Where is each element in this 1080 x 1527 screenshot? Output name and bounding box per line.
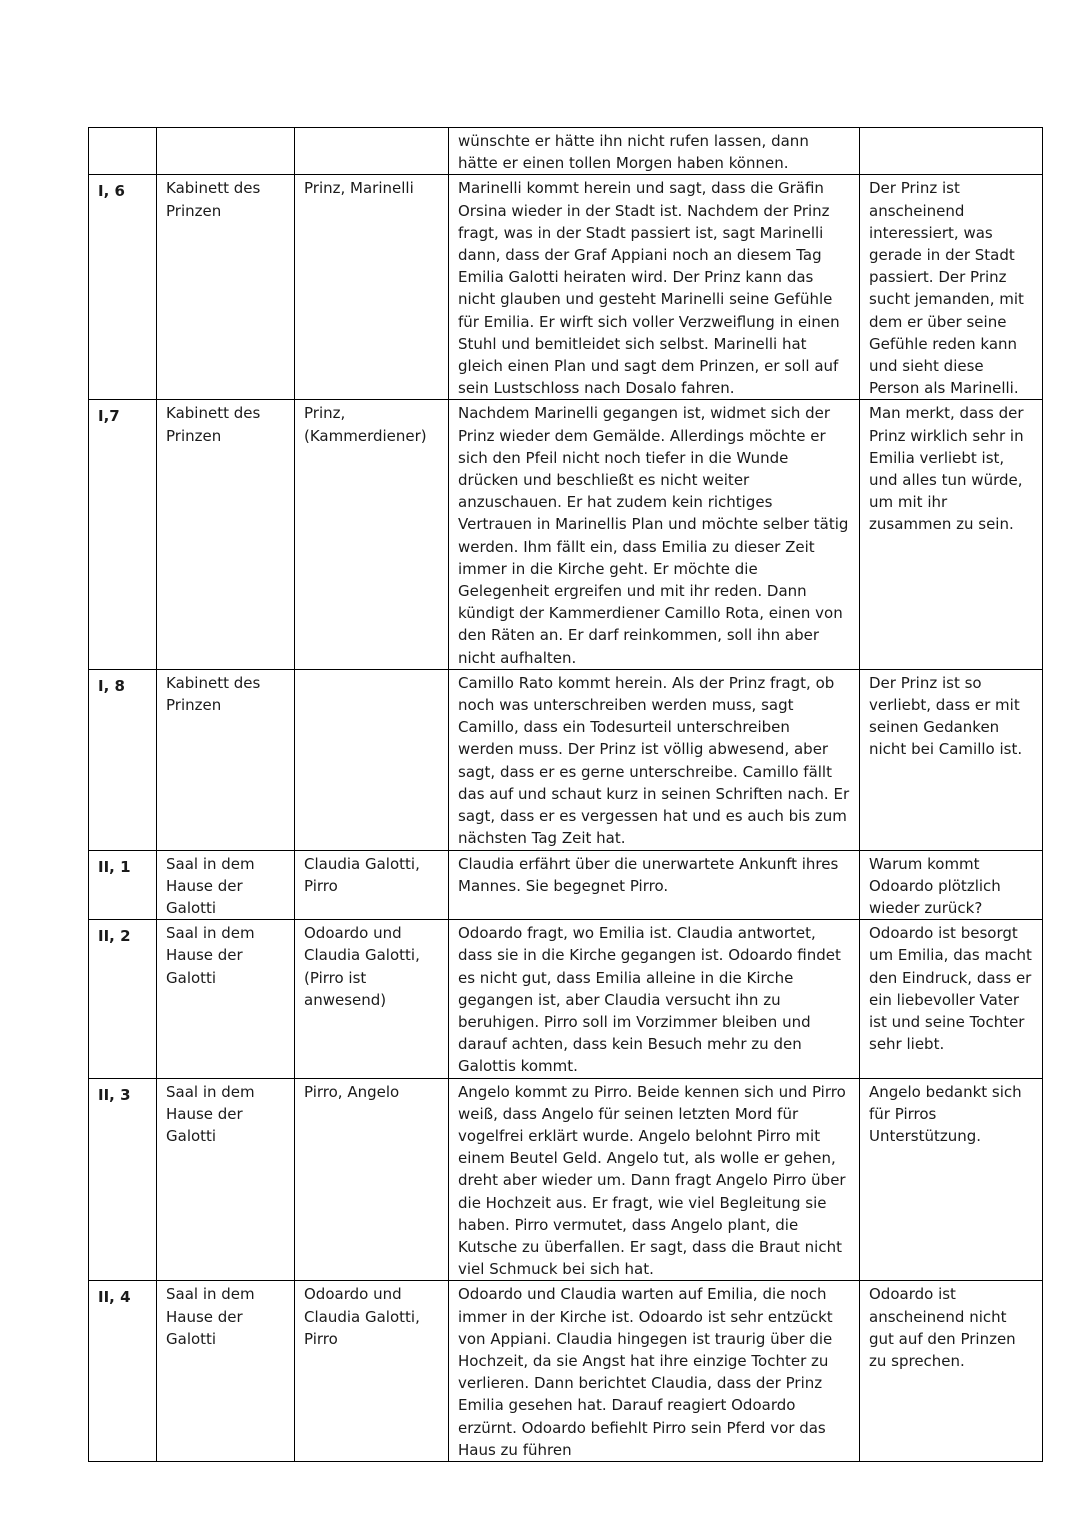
- comment-cell: Der Prinz ist anscheinend interessiert, was gerade in der Stadt passiert. Der Prinz sucht jemanden, mit dem er über seine Gefühle reden kann und sieht diese Person als Marinelli.: [860, 175, 1043, 400]
- content-cell: Odoardo und Claudia warten auf Emilia, die noch immer in der Kirche ist. Odoardo ist sehr entzückt von Appiani. Claudia hingegen ist traurig über die Hochzeit, da sie Angst hat ihre einzige Tochter zu verlieren. Dann berichtet Claudia, dass der Prinz Emilia gesehen hat. Darauf reagiert Odoardo erzürnt. Odoardo befiehlt Pirro sein Pferd vor das Haus zu führen: [449, 1281, 860, 1462]
- persons-cell: Pirro, Angelo: [295, 1078, 449, 1281]
- persons-cell: Claudia Galotti, Pirro: [295, 850, 449, 920]
- table-row: [89, 920, 1043, 1078]
- table-row: [89, 1281, 1043, 1462]
- comment-cell: Odoardo ist besorgt um Emilia, das macht den Eindruck, dass er ein liebevoller Vater ist und seine Tochter sehr liebt.: [860, 920, 1043, 1078]
- comment-cell: Man merkt, dass der Prinz wirklich sehr in Emilia verliebt ist, und alles tun würde, um mit ihr zusammen zu sein.: [860, 400, 1043, 669]
- scene-cell: [89, 128, 157, 175]
- place-cell: Kabinett des Prinzen: [157, 400, 295, 669]
- table-row: [89, 1078, 1043, 1281]
- scene-table: [88, 127, 1043, 1462]
- comment-cell: Angelo bedankt sich für Pirros Unterstützung.: [860, 1078, 1043, 1281]
- scene-cell: II, 2: [89, 920, 157, 1078]
- comment-cell: Der Prinz ist so verliebt, dass er mit seinen Gedanken nicht bei Camillo ist.: [860, 669, 1043, 850]
- content-cell: Claudia erfährt über die unerwartete Ankunft ihres Mannes. Sie begegnet Pirro.: [449, 850, 860, 920]
- scene-cell: II, 4: [89, 1281, 157, 1462]
- table-row: [89, 669, 1043, 850]
- scene-cell: II, 1: [89, 850, 157, 920]
- persons-cell: [295, 669, 449, 850]
- content-cell: Odoardo fragt, wo Emilia ist. Claudia antwortet, dass sie in die Kirche gegangen ist. Odoardo findet es nicht gut, dass Emilia alleine in die Kirche gegangen ist, aber Claudia versucht ihn zu beruhigen. Pirro soll im Vorzimmer bleiben und darauf achten, dass kein Besuch mehr zu den Galottis kommt.: [449, 920, 860, 1078]
- persons-cell: Odoardo und Claudia Galotti, Pirro: [295, 1281, 449, 1462]
- place-cell: Saal in dem Hause der Galotti: [157, 1078, 295, 1281]
- persons-cell: [295, 128, 449, 175]
- scene-cell: II, 3: [89, 1078, 157, 1281]
- scene-cell: I, 8: [89, 669, 157, 850]
- table-row: [89, 175, 1043, 400]
- place-cell: Saal in dem Hause der Galotti: [157, 1281, 295, 1462]
- content-cell: Nachdem Marinelli gegangen ist, widmet sich der Prinz wieder dem Gemälde. Allerdings möchte er sich den Pfeil nicht noch tiefer in die Wunde drücken und beschließt es nicht weiter anzuschauen. Er hat zudem kein richtiges Vertrauen in Marinellis Plan und möchte selber tätig werden. Ihm fällt ein, dass Emilia zu dieser Zeit immer in die Kirche geht. Er möchte die Gelegenheit ergreifen und mit ihr reden. Dann kündigt der Kammerdiener Camillo Rota, einen von den Räten an. Er darf reinkommen, soll ihn aber nicht aufhalten.: [449, 400, 860, 669]
- content-cell: Camillo Rato kommt herein. Als der Prinz fragt, ob noch was unterschreiben werden muss, sagt Camillo, dass ein Todesurteil unterschreiben werden muss. Der Prinz ist völlig abwesend, aber sagt, dass er es gerne unterschreibe. Camillo fällt das auf und schaut kurz in seinen Schriften nach. Er sagt, dass er es vergessen hat und es auch bis zum nächsten Tag Zeit hat.: [449, 669, 860, 850]
- scene-cell: I,7: [89, 400, 157, 669]
- place-cell: Saal in dem Hause der Galotti: [157, 850, 295, 920]
- document-page: [88, 127, 1042, 1462]
- content-cell: Marinelli kommt herein und sagt, dass die Gräfin Orsina wieder in der Stadt ist. Nachdem der Prinz fragt, was in der Stadt passiert ist, sagt Marinelli dann, dass der Graf Appiani noch an diesem Tag Emilia Galotti heiraten wird. Der Prinz kann das nicht glauben und gesteht Marinelli seine Gefühle für Emilia. Er wirft sich voller Verzweiflung in einen Stuhl und bemitleidet sich selbst. Marinelli hat gleich einen Plan und sagt dem Prinzen, er soll auf sein Lustschloss nach Dosalo fahren.: [449, 175, 860, 400]
- content-cell: wünschte er hätte ihn nicht rufen lassen, dann hätte er einen tollen Morgen haben können.: [449, 128, 860, 175]
- table-row: [89, 128, 1043, 175]
- persons-cell: Prinz, Marinelli: [295, 175, 449, 400]
- persons-cell: Prinz, (Kammerdiener): [295, 400, 449, 669]
- place-cell: Kabinett des Prinzen: [157, 175, 295, 400]
- comment-cell: Warum kommt Odoardo plötzlich wieder zurück?: [860, 850, 1043, 920]
- scene-cell: I, 6: [89, 175, 157, 400]
- place-cell: Saal in dem Hause der Galotti: [157, 920, 295, 1078]
- content-cell: Angelo kommt zu Pirro. Beide kennen sich und Pirro weiß, dass Angelo für seinen letzten Mord für vogelfrei erklärt wurde. Angelo belohnt Pirro mit einem Beutel Geld. Angelo tut, als wolle er gehen, dreht aber wieder um. Dann fragt Angelo Pirro über die Hochzeit aus. Er fragt, wie viel Begleitung sie haben. Pirro vermutet, dass Angelo plant, die Kutsche zu überfallen. Er sagt, dass die Braut nicht viel Schmuck bei sich hat.: [449, 1078, 860, 1281]
- comment-cell: [860, 128, 1043, 175]
- persons-cell: Odoardo und Claudia Galotti, (Pirro ist anwesend): [295, 920, 449, 1078]
- table-row: [89, 850, 1043, 920]
- comment-cell: Odoardo ist anscheinend nicht gut auf den Prinzen zu sprechen.: [860, 1281, 1043, 1462]
- table-row: [89, 400, 1043, 669]
- place-cell: [157, 128, 295, 175]
- place-cell: Kabinett des Prinzen: [157, 669, 295, 850]
